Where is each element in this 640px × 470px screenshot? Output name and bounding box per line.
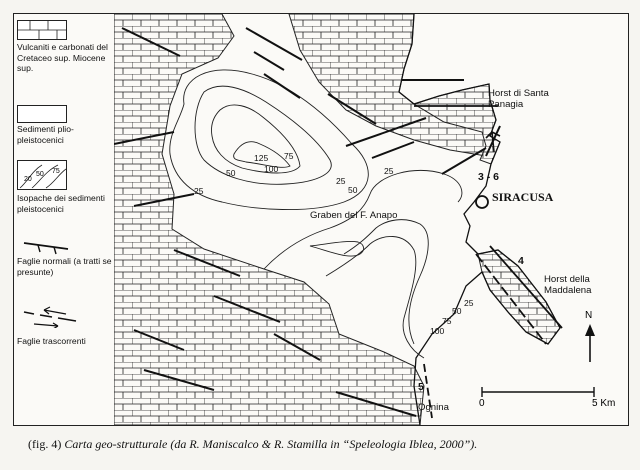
contour-label: 50 <box>348 185 358 195</box>
site-4-label: 4 <box>518 255 524 267</box>
contour-label: 50 <box>226 168 236 178</box>
graben-label: Graben del F. Anapo <box>310 210 398 221</box>
contour-label: 75 <box>284 151 294 161</box>
legend-isopache-label: Isopache dei sedimenti pleistocenici <box>17 193 105 214</box>
isopach-sample-50: 50 <box>36 171 44 178</box>
contour-label: 125 <box>254 153 269 163</box>
sediment-swatch <box>17 105 67 123</box>
siracusa-marker-icon <box>476 196 488 208</box>
strike-slip-fault-symbol <box>22 306 80 328</box>
contour-label: 75 <box>442 316 452 326</box>
coastline <box>399 14 560 425</box>
map-frame <box>13 13 629 426</box>
legend-panel <box>14 14 115 425</box>
contour-label: 25 <box>464 298 474 308</box>
caption-prefix: (fig. 4) <box>28 437 65 451</box>
limestone-swatch <box>17 20 67 40</box>
scale-bar <box>479 387 615 409</box>
site-5-label: 5 <box>418 381 424 393</box>
contour-label: 100 <box>430 326 445 336</box>
north-label: N <box>585 310 593 321</box>
contour-label: 100 <box>264 164 279 174</box>
horst-maddalena-label: Horst della Maddalena <box>544 274 592 296</box>
isopach-sample-75: 75 <box>52 168 60 175</box>
scale-five-label: 5 Km <box>592 398 616 409</box>
north-arrow-icon <box>585 310 595 362</box>
horst-santa-panagia-label: Horst di Santa Panagia <box>488 88 549 110</box>
contour-label: 25 <box>194 186 204 196</box>
contour-label: 25 <box>384 166 394 176</box>
isopach-swatch <box>17 160 67 190</box>
scale-zero-label: 0 <box>479 398 485 409</box>
figure-caption <box>28 437 477 452</box>
legend-faglie-trascorrenti-label: Faglie trascorrenti <box>17 336 86 346</box>
site-3-6-label: 3 - 6 <box>478 171 500 183</box>
limestone-north-plateau <box>289 14 499 156</box>
ognina-label: Ognina <box>418 402 449 413</box>
contour-label: 50 <box>452 306 462 316</box>
legend-vulcaniti-label: Vulcaniti e carbonati del Cretaceo sup. Miocene sup. <box>17 42 108 73</box>
caption-text: Carta geo-strutturale (da R. Maniscalco & R. Stamilla in “Speleologia Iblea, 2000”). <box>64 437 478 451</box>
siracusa-label: SIRACUSA <box>492 190 554 204</box>
isopach-sample-20: 20 <box>24 176 32 183</box>
normal-fault-symbol <box>22 239 72 255</box>
contour-label: 25 <box>336 176 346 186</box>
legend-sedimenti-label: Sedimenti plio-pleistocenici <box>17 124 74 145</box>
legend-faglie-normali-label: Faglie normali (a tratti se presunte) <box>17 256 112 277</box>
